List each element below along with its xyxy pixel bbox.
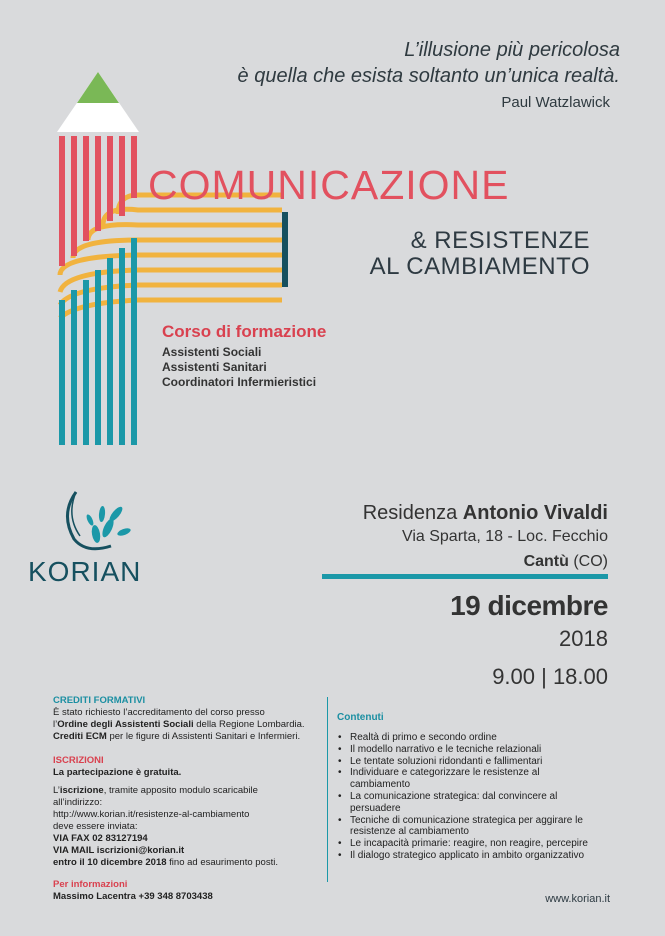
- info-contact: Massimo Lacentra +39 348 8703438: [53, 891, 213, 902]
- info-heading: Per informazioni: [53, 879, 128, 890]
- quote-author: Paul Watzlawick: [501, 94, 610, 111]
- course-title: Corso di formazione: [162, 322, 327, 341]
- credits-text: l’: [53, 719, 58, 730]
- registration-deadline: [53, 857, 318, 869]
- pencil-end-bar: [282, 212, 288, 287]
- contents-list: [338, 732, 638, 862]
- credits-line-3: [53, 731, 318, 743]
- venue-province: (CO): [573, 553, 608, 570]
- registration-bold: entro il 10 dicembre 2018: [53, 857, 167, 868]
- quote-line-2: è quella che esista soltanto un’unica realtà.: [237, 65, 620, 87]
- registration-bold: iscrizione: [59, 785, 104, 796]
- page-subtitle: [300, 228, 590, 280]
- column-divider: [327, 697, 328, 882]
- registration-text: L’: [53, 785, 60, 796]
- registration-free-note: La partecipazione è gratuita.: [53, 767, 182, 778]
- info-section: [53, 879, 318, 903]
- venue-divider: [322, 574, 608, 579]
- audience-item: Assistenti Sanitari: [162, 360, 267, 374]
- credits-section: [53, 695, 318, 743]
- credits-text: per le figure di Assistenti Sanitari e Infermieri.: [106, 731, 301, 742]
- list-item: • Il modello narrativo e le tecniche relazionali: [338, 744, 638, 756]
- leaf-logo-icon: [56, 484, 146, 556]
- list-item: • Realtà di primo e secondo ordine: [338, 732, 638, 744]
- page-title: COMUNICAZIONE: [148, 162, 510, 208]
- registration-line-2: all’indirizzo:: [53, 797, 103, 808]
- venue-address: Via Sparta, 18 - Loc. Fecchio: [401, 528, 608, 545]
- course-audience-list: [162, 345, 316, 390]
- registration-section: [53, 755, 318, 869]
- korian-logo-text: KORIAN: [28, 556, 142, 587]
- subtitle-line-2: AL CAMBIAMENTO: [369, 253, 590, 280]
- pencil-lead: [77, 72, 119, 103]
- event-date: 19 dicembre: [450, 590, 608, 621]
- yellow-lines: [60, 195, 282, 318]
- list-item: • Il dialogo strategico applicato in ambito organizzativo: [338, 850, 638, 862]
- venue-name: [300, 502, 608, 525]
- registration-fax: VIA FAX 02 83127194: [53, 833, 148, 844]
- subtitle-line-1: & RESISTENZE: [410, 227, 590, 254]
- event-year: 2018: [559, 626, 608, 651]
- venue-city: [300, 553, 608, 571]
- credits-bold: Crediti ECM: [53, 731, 107, 742]
- list-item: • Tecniche di comunicazione strategica per aggirare le resistenze al cambiamento: [338, 815, 620, 839]
- credits-line-1: È stato richiesto l’accreditamento del corso presso: [53, 707, 265, 718]
- list-item: • Le tentate soluzioni ridondanti e fallimentari: [338, 756, 638, 768]
- list-item: • La comunicazione strategica: dal convincere al persuadere: [338, 791, 590, 815]
- event-time: 9.00 | 18.00: [492, 664, 608, 689]
- venue-city-name: Cantù: [523, 553, 569, 570]
- quote: [130, 37, 620, 89]
- credits-line-2: [53, 719, 318, 731]
- registration-line-1: [53, 785, 318, 797]
- registration-line-3: deve essere inviata:: [53, 821, 138, 832]
- registration-url-link[interactable]: http://www.korian.it/resistenze-al-cambiamento: [53, 809, 250, 820]
- registration-mail[interactable]: VIA MAIL iscrizioni@korian.it: [53, 845, 185, 856]
- registration-text: , tramite apposito modulo scaricabile: [103, 785, 258, 796]
- credits-bold: Ordine degli Assistenti Sociali: [57, 719, 194, 730]
- registration-text: fino ad esaurimento posti.: [166, 857, 278, 868]
- list-item: • Le incapacità primarie: reagire, non reagire, percepire: [338, 838, 638, 850]
- contents-heading: Contenuti: [337, 712, 384, 723]
- credits-text: della Regione Lombardia.: [193, 719, 305, 730]
- venue-name-bold: Antonio Vivaldi: [462, 502, 608, 524]
- quote-line-1: L’illusione più pericolosa: [404, 39, 620, 61]
- list-item: • Individuare e categorizzare le resistenze al cambiamento: [338, 767, 550, 791]
- credits-heading: CREDITI FORMATIVI: [53, 695, 146, 706]
- audience-item: Coordinatori Infermieristici: [162, 375, 317, 389]
- audience-item: Assistenti Sociali: [162, 345, 262, 359]
- registration-heading: ISCRIZIONI: [53, 755, 104, 766]
- website-link[interactable]: www.korian.it: [545, 893, 610, 905]
- venue-prefix: Residenza: [362, 502, 458, 524]
